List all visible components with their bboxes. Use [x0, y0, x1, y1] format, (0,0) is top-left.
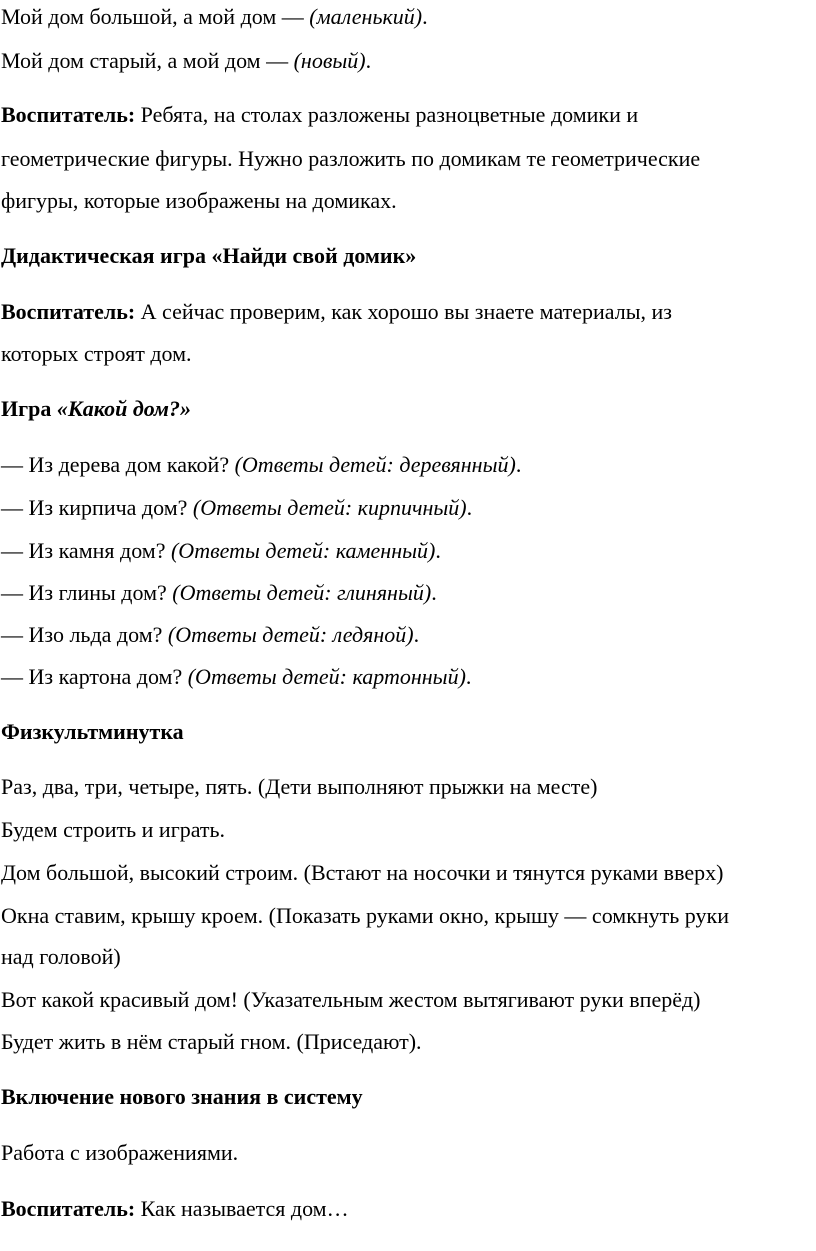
physical-line: над головой) [1, 944, 121, 969]
game-2-title [1, 396, 191, 422]
qa-answer: (Ответы детей: каменный) [170, 538, 436, 563]
teacher-2-text-2: которых строят дом. [1, 341, 192, 366]
teacher-2-line-1 [1, 299, 672, 325]
qa-question: — Из глины дом? [1, 580, 173, 605]
qa-question: — Изо льда дом? [1, 622, 168, 647]
qa-end: . [466, 495, 473, 520]
qa-answer: (Ответы детей: деревянный) [234, 452, 516, 477]
work-line: Работа с изображениями. [1, 1140, 239, 1165]
qa-answer: (Ответы детей: глиняный) [172, 580, 432, 605]
qa-question: — Из камня дом? [1, 538, 171, 563]
qa-answer: (Ответы детей: кирпичный) [192, 495, 467, 520]
qa-question: — Из дерева дом какой? [1, 452, 235, 477]
qa-answer: (Ответы детей: ледяной) [167, 622, 414, 647]
teacher-1-text-1: Ребята, на столах разложены разноцветные домики и [135, 102, 639, 127]
intro-line-1 [1, 4, 428, 30]
teacher-1-line-1 [1, 102, 638, 128]
teacher-3-speaker: Воспитатель: [1, 1196, 136, 1221]
qa-line [1, 452, 521, 478]
qa-end: . [413, 622, 420, 647]
game-2-title-prefix: Игра [1, 396, 57, 421]
intro-line-1-answer: (маленький) [309, 4, 423, 29]
teacher-1-speaker: Воспитатель: [1, 102, 136, 127]
qa-line [1, 622, 419, 648]
qa-question: — Из кирпича дом? [1, 495, 193, 520]
physical-line: Будет жить в нём старый гном. (Приседают). [1, 1029, 422, 1054]
qa-question: — Из картона дом? [1, 664, 188, 689]
game-2-title-name: «Какой дом?» [56, 396, 191, 421]
intro-line-2 [1, 48, 371, 74]
qa-end: . [431, 580, 437, 605]
qa-line [1, 495, 472, 521]
qa-answer: (Ответы детей: картонный) [187, 664, 466, 689]
teacher-2-line-2 [1, 341, 192, 367]
intro-line-1-text: Мой дом большой, а мой дом — [1, 4, 310, 29]
teacher-1-text-2: геометрические фигуры. Нужно разложить по домикам те геометрические [1, 146, 701, 171]
teacher-1-text-3: фигуры, которые изображены на домиках. [1, 188, 397, 213]
teacher-3-text: Как называется дом… [135, 1196, 349, 1221]
qa-end: . [515, 452, 522, 477]
qa-line [1, 664, 471, 690]
intro-line-2-text: Мой дом старый, а мой дом — [1, 48, 294, 73]
qa-line [1, 580, 437, 606]
qa-end: . [465, 664, 472, 689]
teacher-1-line-3 [1, 188, 397, 214]
qa-end: . [435, 538, 441, 563]
physical-line: Раз, два, три, четыре, пять. (Дети выполняют прыжки на месте) [1, 774, 598, 799]
physical-line: Будем строить и играть. [1, 817, 226, 842]
physical-line: Вот какой красивый дом! (Указательным жестом вытягивают руки вперёд) [1, 987, 701, 1012]
game-1-title: Дидактическая игра «Найди свой домик» [1, 243, 417, 268]
intro-line-2-answer: (новый) [293, 48, 366, 73]
teacher-3-line [1, 1196, 349, 1222]
physical-line: Дом большой, высокий строим. (Встают на носочки и тянутся руками вверх) [1, 860, 724, 885]
teacher-1-line-2 [1, 146, 700, 172]
teacher-2-speaker: Воспитатель: [1, 299, 136, 324]
section-title: Включение нового знания в систему [1, 1084, 363, 1109]
physical-line: Окна ставим, крышу кроем. (Показать руками окно, крышу — сомкнуть руки [1, 903, 729, 928]
teacher-2-text-1: А сейчас проверим, как хорошо вы знаете материалы, из [135, 299, 672, 324]
intro-line-1-end: . [422, 4, 428, 29]
physical-title: Физкультминутка [1, 719, 184, 744]
qa-line [1, 538, 441, 564]
intro-line-2-end: . [365, 48, 372, 73]
